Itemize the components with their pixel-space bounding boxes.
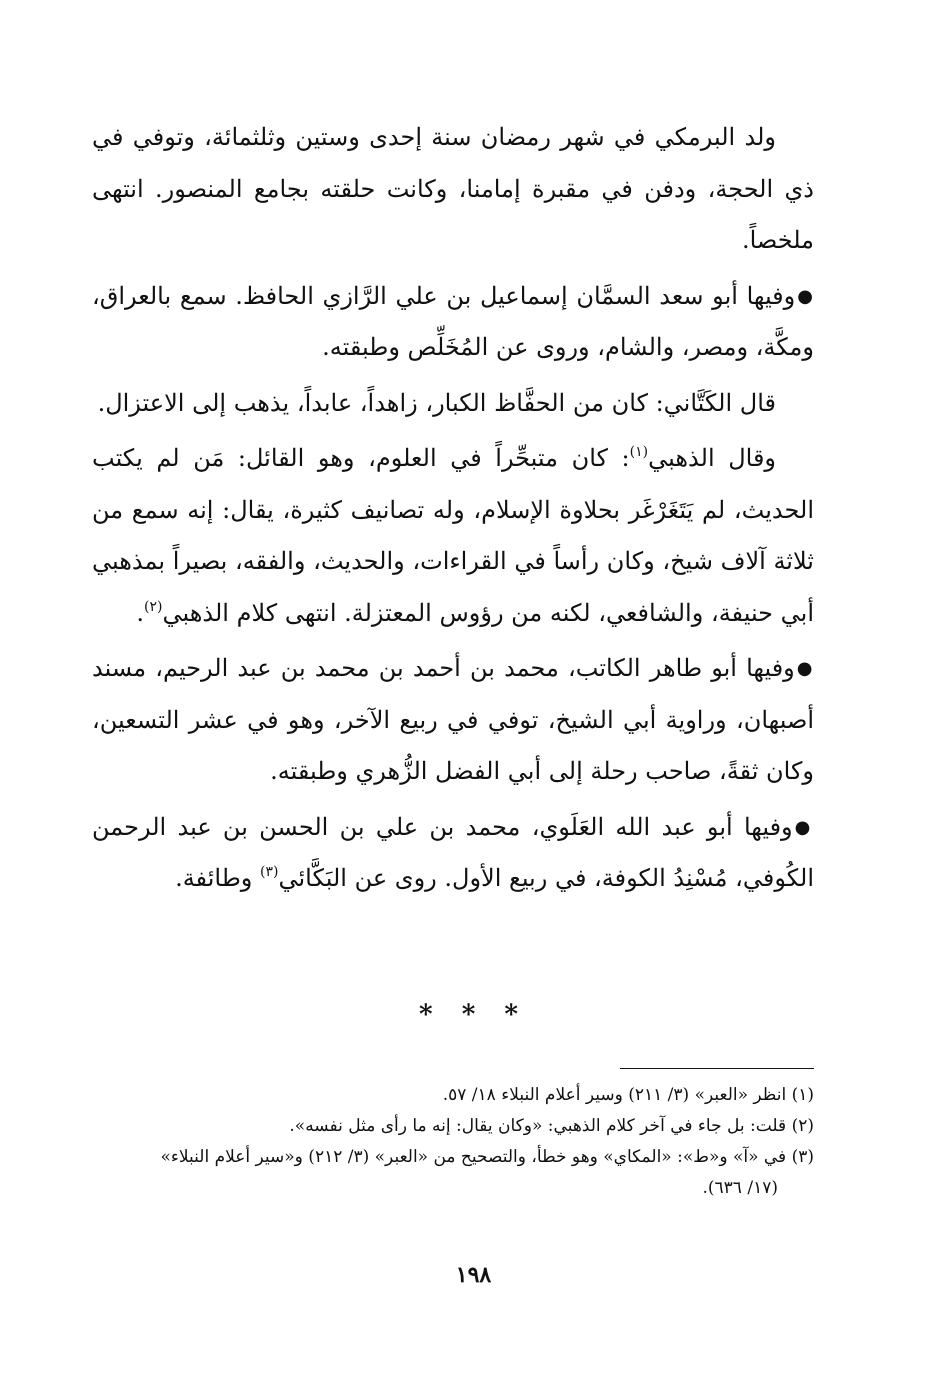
bullet-icon: ●: [797, 285, 814, 307]
page-number: ١٩٨: [455, 1262, 492, 1288]
paragraph-3: [92, 378, 814, 430]
paragraph-4-middle: : كان متبحِّراً في العلوم، وهو القائل: مَن لم يكتب الحديث، لم يَتَغَرْغَر بحلاوة الإسلام، وله تصانيف كثيرة، يقال: إنه سمع من ثلاثة آلاف شيخ، وكان رأساً في القراءات، والحديث، والفقه، بصيراً بمذهبي أبي حنيفة، والشافعي، لكنه من رؤوس المعتزلة. انتهى كلام الذهبي: [92, 444, 814, 627]
footnote-ref-2: (٢): [144, 598, 163, 615]
footnote-3: (٣) في «آ» و«ط»: «المكاي» وهو خطأ، والتصحيح من «العبر» (٣/ ٢١٢) و«سير أعلام النبلاء»: [160, 1147, 814, 1167]
paragraph-6: [92, 802, 814, 905]
paragraph-4-start: وقال الذهبي: [648, 444, 777, 472]
paragraph-4-end: .: [136, 598, 145, 627]
bullet-icon: ●: [796, 658, 814, 679]
main-text: [92, 112, 814, 909]
footnote-3-continued: (١٧/ ٦٣٦).: [702, 1178, 778, 1198]
footnote-ref-1: (١): [629, 444, 649, 460]
footnote-ref-3: (٣): [260, 864, 279, 880]
section-separator: * * *: [419, 1000, 528, 1030]
paragraph-2-text: وفيها أبو سعد السمَّان إسماعيل بن علي الرَّازي الحافظ. سمع بالعراق، ومكَّة، ومصر، والشام، وروى عن المُخَلِّص وطبقته.: [92, 281, 814, 361]
paragraph-1: [92, 112, 814, 267]
footnote-divider: [620, 1068, 814, 1069]
paragraph-1-text: ولد البرمكي في شهر رمضان سنة إحدى وستين وثلثمائة، وتوفي في ذي الحجة، ودفن في مقبرة إمامنا، وكانت حلقته بجامع المنصور. انتهى ملخصاً.: [92, 123, 814, 254]
footnote-1: (١) انظر «العبر» (٣/ ٢١١) وسير أعلام النبلاء ١٨/ ٥٧.: [442, 1085, 814, 1105]
paragraph-5-text: وفيها أبو طاهر الكاتب، محمد بن أحمد بن محمد بن عبد الرحيم، مسند أصبهان، وراوية أبي الشيخ، توفي في ربيع الآخر، وهو في عشر التسعين، وكان ثقةً، صاحب رحلة إلى أبي الفضل الزُّهري وطبقته.: [92, 654, 815, 785]
paragraph-4: [92, 433, 814, 639]
bullet-icon: ●: [794, 816, 814, 838]
paragraph-2: [92, 271, 814, 374]
paragraph-6-end: وطائفة.: [175, 864, 261, 892]
paragraph-5: [92, 643, 814, 798]
footnotes: [92, 1080, 814, 1204]
paragraph-6-start: وفيها أبو عبد الله العَلَوي، محمد بن علي بن الحسن بن عبد الرحمن الكُوفي، مُسْنِدُ الكوفة، في ربيع الأول. روى عن البَكَّائي: [92, 812, 814, 892]
footnote-2: (٢) قلت: بل جاء في آخر كلام الذهبي: «وكان يقال: إنه ما رأى مثل نفسه».: [289, 1116, 814, 1136]
paragraph-3-text: قال الكَتَّاني: كان من الحفَّاظ الكبار، زاهداً، عابداً، يذهب إلى الاعتزال.: [97, 388, 776, 417]
